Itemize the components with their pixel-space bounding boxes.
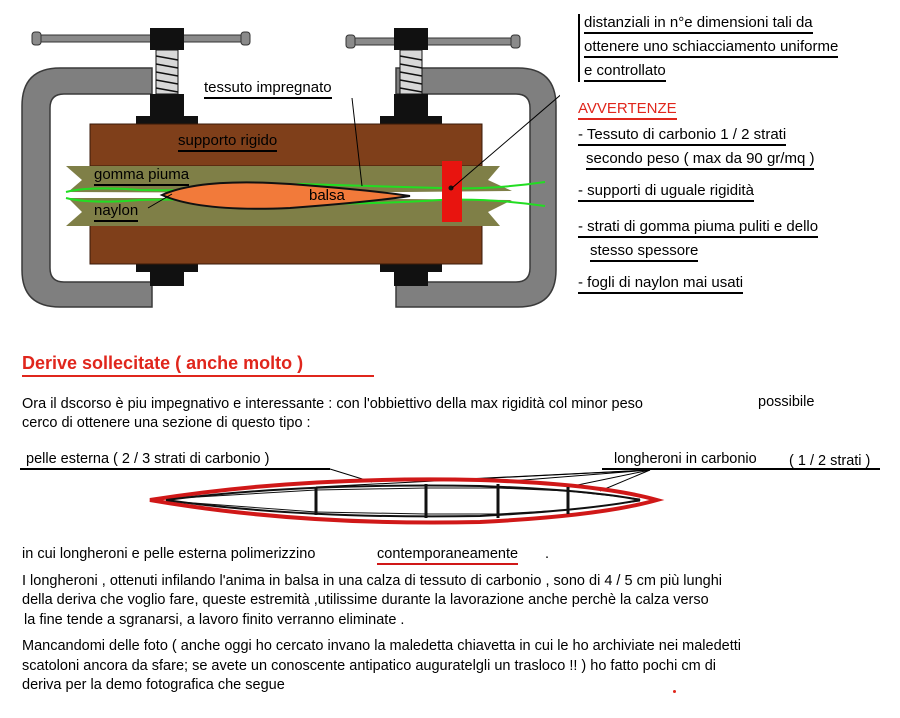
para-1-emphasis: contemporaneamente [377, 545, 518, 565]
para-2-line-3: la fine tende a sgranarsi, a lavoro finito verranno eliminate . [24, 612, 405, 628]
warning-item-4: - strati di gomma piuma puliti e dello [578, 218, 818, 238]
label-gomma-piuma: gomma piuma [94, 166, 189, 186]
intro-line-1-end: possibile [758, 394, 815, 410]
warning-item-3: - supporti di uguale rigidità [578, 182, 754, 202]
warning-item-2: secondo peso ( max da 90 gr/mq ) [586, 150, 814, 170]
warnings-title: AVVERTENZE [578, 100, 677, 120]
clamp-diagram [0, 0, 560, 315]
para-3-line-3: deriva per la demo fotografica che segue [22, 677, 285, 693]
para-3-line-1: Mancandomi delle foto ( anche oggi ho cercato invano la maledetta chiavetta in cui le ho archiviate nei maledetti [22, 638, 741, 654]
warning-item-1: - Tessuto di carbonio 1 / 2 strati [578, 126, 786, 146]
label-naylon: naylon [94, 202, 138, 222]
intro-line-1: Ora il dscorso è piu impegnativo e interessante : con l'obbiettivo della max rigidità col minor peso [22, 396, 643, 412]
label-supporto-rigido: supporto rigido [178, 132, 277, 152]
intro-line-2: cerco di ottenere una sezione di questo tipo : [22, 415, 311, 431]
para-1-start: in cui longheroni e pelle esterna polimerizzino [22, 546, 316, 562]
warning-item-6: - fogli di naylon mai usati [578, 274, 743, 294]
section-heading: Derive sollecitate ( anche molto ) [22, 353, 304, 373]
spacer-block [442, 161, 462, 222]
label-balsa: balsa [309, 187, 345, 204]
longheroni-label: longheroni in carbonio [614, 451, 757, 467]
board-top [90, 124, 482, 166]
spacer-note-line-2: ottenere uno schiacciamento uniforme [584, 38, 838, 58]
para-1-end: . [545, 546, 550, 562]
spacer-note-line-1: distanziali in n°e dimensioni tali da [584, 14, 813, 34]
board-bottom [90, 224, 482, 264]
red-dot [673, 690, 676, 693]
pelle-label: pelle esterna ( 2 / 3 strati di carbonio ) [26, 451, 270, 467]
spacer-note [578, 14, 884, 82]
para-3-line-2: scatoloni ancora da sfare; se avete un conoscente antipatico auguratelgli un trasloco !! ) ho fatto pochi cm di [22, 658, 716, 674]
label-tessuto-impregnato: tessuto impregnato [204, 79, 332, 99]
section-heading-underline [22, 375, 374, 377]
spacer-note-line-3: e controllato [584, 62, 666, 82]
para-2-line-2: della deriva che voglio fare, queste estremità ,utilissime durante la lavorazione anche perchè la calza verso [22, 592, 709, 608]
warning-item-5: stesso spessore [590, 242, 698, 262]
para-2-line-1: I longheroni , ottenuti infilando l'anima in balsa in una calza di tessuto di carbonio , sono di 4 / 5 cm più lunghi [22, 573, 723, 589]
longheroni-suffix: ( 1 / 2 strati ) [789, 453, 871, 469]
